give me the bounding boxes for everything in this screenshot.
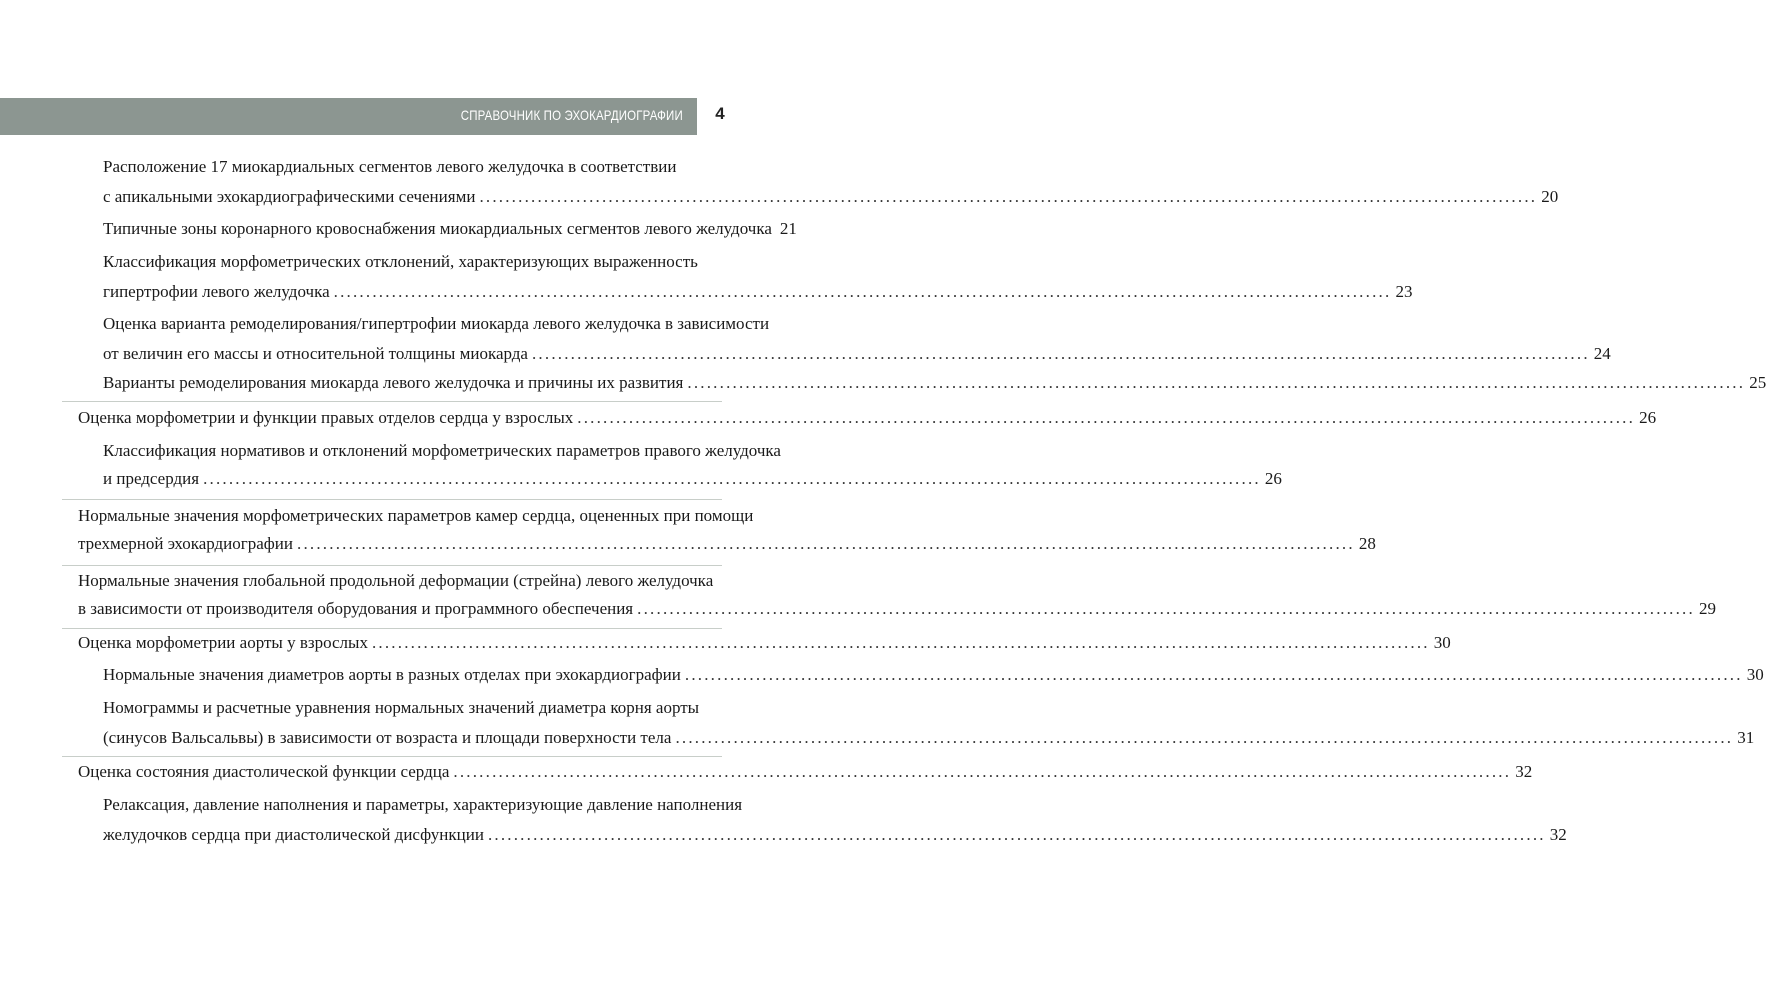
toc-leader-dots: .................................................................................................................................................................... xyxy=(577,408,1636,427)
toc-page-number: 30 xyxy=(1746,665,1764,684)
toc-page-number: 21 xyxy=(779,219,797,238)
toc-entry-last-line xyxy=(103,824,1567,846)
toc-entry-text: Оценка состояния диастолической функции сердца xyxy=(78,762,450,781)
toc-entry-text: от величин его массы и относительной толщины миокарда xyxy=(103,344,528,363)
toc-leader-dots: .................................................................................................................................................................... xyxy=(684,665,1743,684)
toc-leader-dots: .................................................................................................................................................................... xyxy=(687,373,1746,392)
section-divider xyxy=(62,565,722,566)
toc-entry-last-line xyxy=(103,468,1282,490)
toc-entry-text: (синусов Вальсальвы) в зависимости от возраста и площади поверхности тела xyxy=(103,728,672,747)
toc-entry-text: в зависимости от производителя оборудования и программного обеспечения xyxy=(78,599,634,618)
toc-entry-line: Классификация морфометрических отклонений, характеризующих выраженность xyxy=(103,252,698,271)
toc-leader-dots: .................................................................................................................................................................... xyxy=(531,344,1590,363)
toc-page-number: 24 xyxy=(1593,344,1611,363)
toc-entry-text: Нормальные значения диаметров аорты в разных отделах при эхокардиографии xyxy=(103,665,681,684)
toc-entry-last-line xyxy=(78,533,1376,555)
toc-entry-line: Оценка варианта ремоделирования/гипертрофии миокарда левого желудочка в зависимости xyxy=(103,314,770,333)
section-divider xyxy=(62,401,722,402)
toc-entry-text: гипертрофии левого желудочка xyxy=(103,282,330,301)
toc-leader-dots: .................................................................................................................................................................... xyxy=(487,825,1546,844)
page-number: 4 xyxy=(715,104,725,123)
toc-leader-dots: .................................................................................................................................................................... xyxy=(479,187,1538,206)
toc-entry-text: желудочков сердца при диастолической дисфункции xyxy=(103,825,484,844)
toc-entry-last-line xyxy=(103,218,797,240)
toc-entry-last-line xyxy=(78,632,1451,654)
toc-page-number: 23 xyxy=(1395,282,1413,301)
toc-entry-last-line xyxy=(103,372,1766,394)
toc-page-number: 29 xyxy=(1698,599,1716,618)
toc-entry-line: Расположение 17 миокардиальных сегментов левого желудочка в соответствии xyxy=(103,157,677,176)
toc-page-number: 32 xyxy=(1515,762,1533,781)
toc-page-number: 30 xyxy=(1433,633,1451,652)
section-divider xyxy=(62,756,722,757)
toc-entry-text: трехмерной эхокардиографии xyxy=(78,534,293,553)
toc-entry-line: Нормальные значения морфометрических параметров камер сердца, оцененных при помощи xyxy=(78,506,754,525)
toc-entry-last-line xyxy=(103,664,1764,686)
toc-entry-line: Классификация нормативов и отклонений морфометрических параметров правого желудочка xyxy=(103,441,781,460)
toc-entry-last-line xyxy=(103,186,1559,208)
toc-entry-last-line xyxy=(78,598,1716,620)
toc-entry-last-line xyxy=(103,727,1755,749)
toc-leader-dots: .................................................................................................................................................................... xyxy=(371,633,1430,652)
toc-entry-last-line xyxy=(78,761,1533,783)
section-divider xyxy=(62,628,722,629)
toc-page-number: 26 xyxy=(1639,408,1657,427)
toc-page-number: 20 xyxy=(1541,187,1559,206)
toc-entry-text: с апикальными эхокардиографическими сечениями xyxy=(103,187,476,206)
toc-entry-line: Релаксация, давление наполнения и параметры, характеризующие давление наполнения xyxy=(103,795,743,814)
toc-leader-dots: .................................................................................................................................................................... xyxy=(297,534,1355,553)
toc-page-number: 32 xyxy=(1549,825,1567,844)
toc-page-number: 26 xyxy=(1264,469,1282,488)
toc-leader-dots: .................................................................................................................................................................... xyxy=(333,282,1392,301)
toc-entry-last-line xyxy=(78,407,1657,429)
toc-entry-line: Номограммы и расчетные уравнения нормальных значений диаметра корня аорты xyxy=(103,698,700,717)
toc-entry-text: Типичные зоны коронарного кровоснабжения миокардиальных сегментов левого желудочка xyxy=(103,219,772,238)
toc-leader-dots: .................................................................................................................................................................... xyxy=(637,599,1695,618)
toc-page-number: 25 xyxy=(1749,373,1766,392)
toc-entry-text: Варианты ремоделирования миокарда левого желудочка и причины их развития xyxy=(103,373,684,392)
section-divider xyxy=(62,499,722,500)
running-header-title: СПРАВОЧНИК ПО ЭХОКАРДИОГРАФИИ xyxy=(460,107,683,123)
toc-page-number: 28 xyxy=(1358,534,1376,553)
toc-entry-last-line xyxy=(103,281,1413,303)
toc-leader-dots: .................................................................................................................................................................... xyxy=(675,728,1734,747)
running-header-bar xyxy=(0,98,697,135)
toc-page-number: 31 xyxy=(1737,728,1755,747)
toc-entry-text: Оценка морфометрии и функции правых отделов сердца у взрослых xyxy=(78,408,574,427)
toc-entry-text: и предсердия xyxy=(103,469,200,488)
toc-leader-dots: .................................................................................................................................................................... xyxy=(203,469,1261,488)
toc-entry-last-line xyxy=(103,343,1611,365)
toc-entry-line: Нормальные значения глобальной продольной деформации (стрейна) левого желудочка xyxy=(78,571,714,590)
toc-leader-dots: .................................................................................................................................................................... xyxy=(453,762,1512,781)
toc-entry-text: Оценка морфометрии аорты у взрослых xyxy=(78,633,368,652)
